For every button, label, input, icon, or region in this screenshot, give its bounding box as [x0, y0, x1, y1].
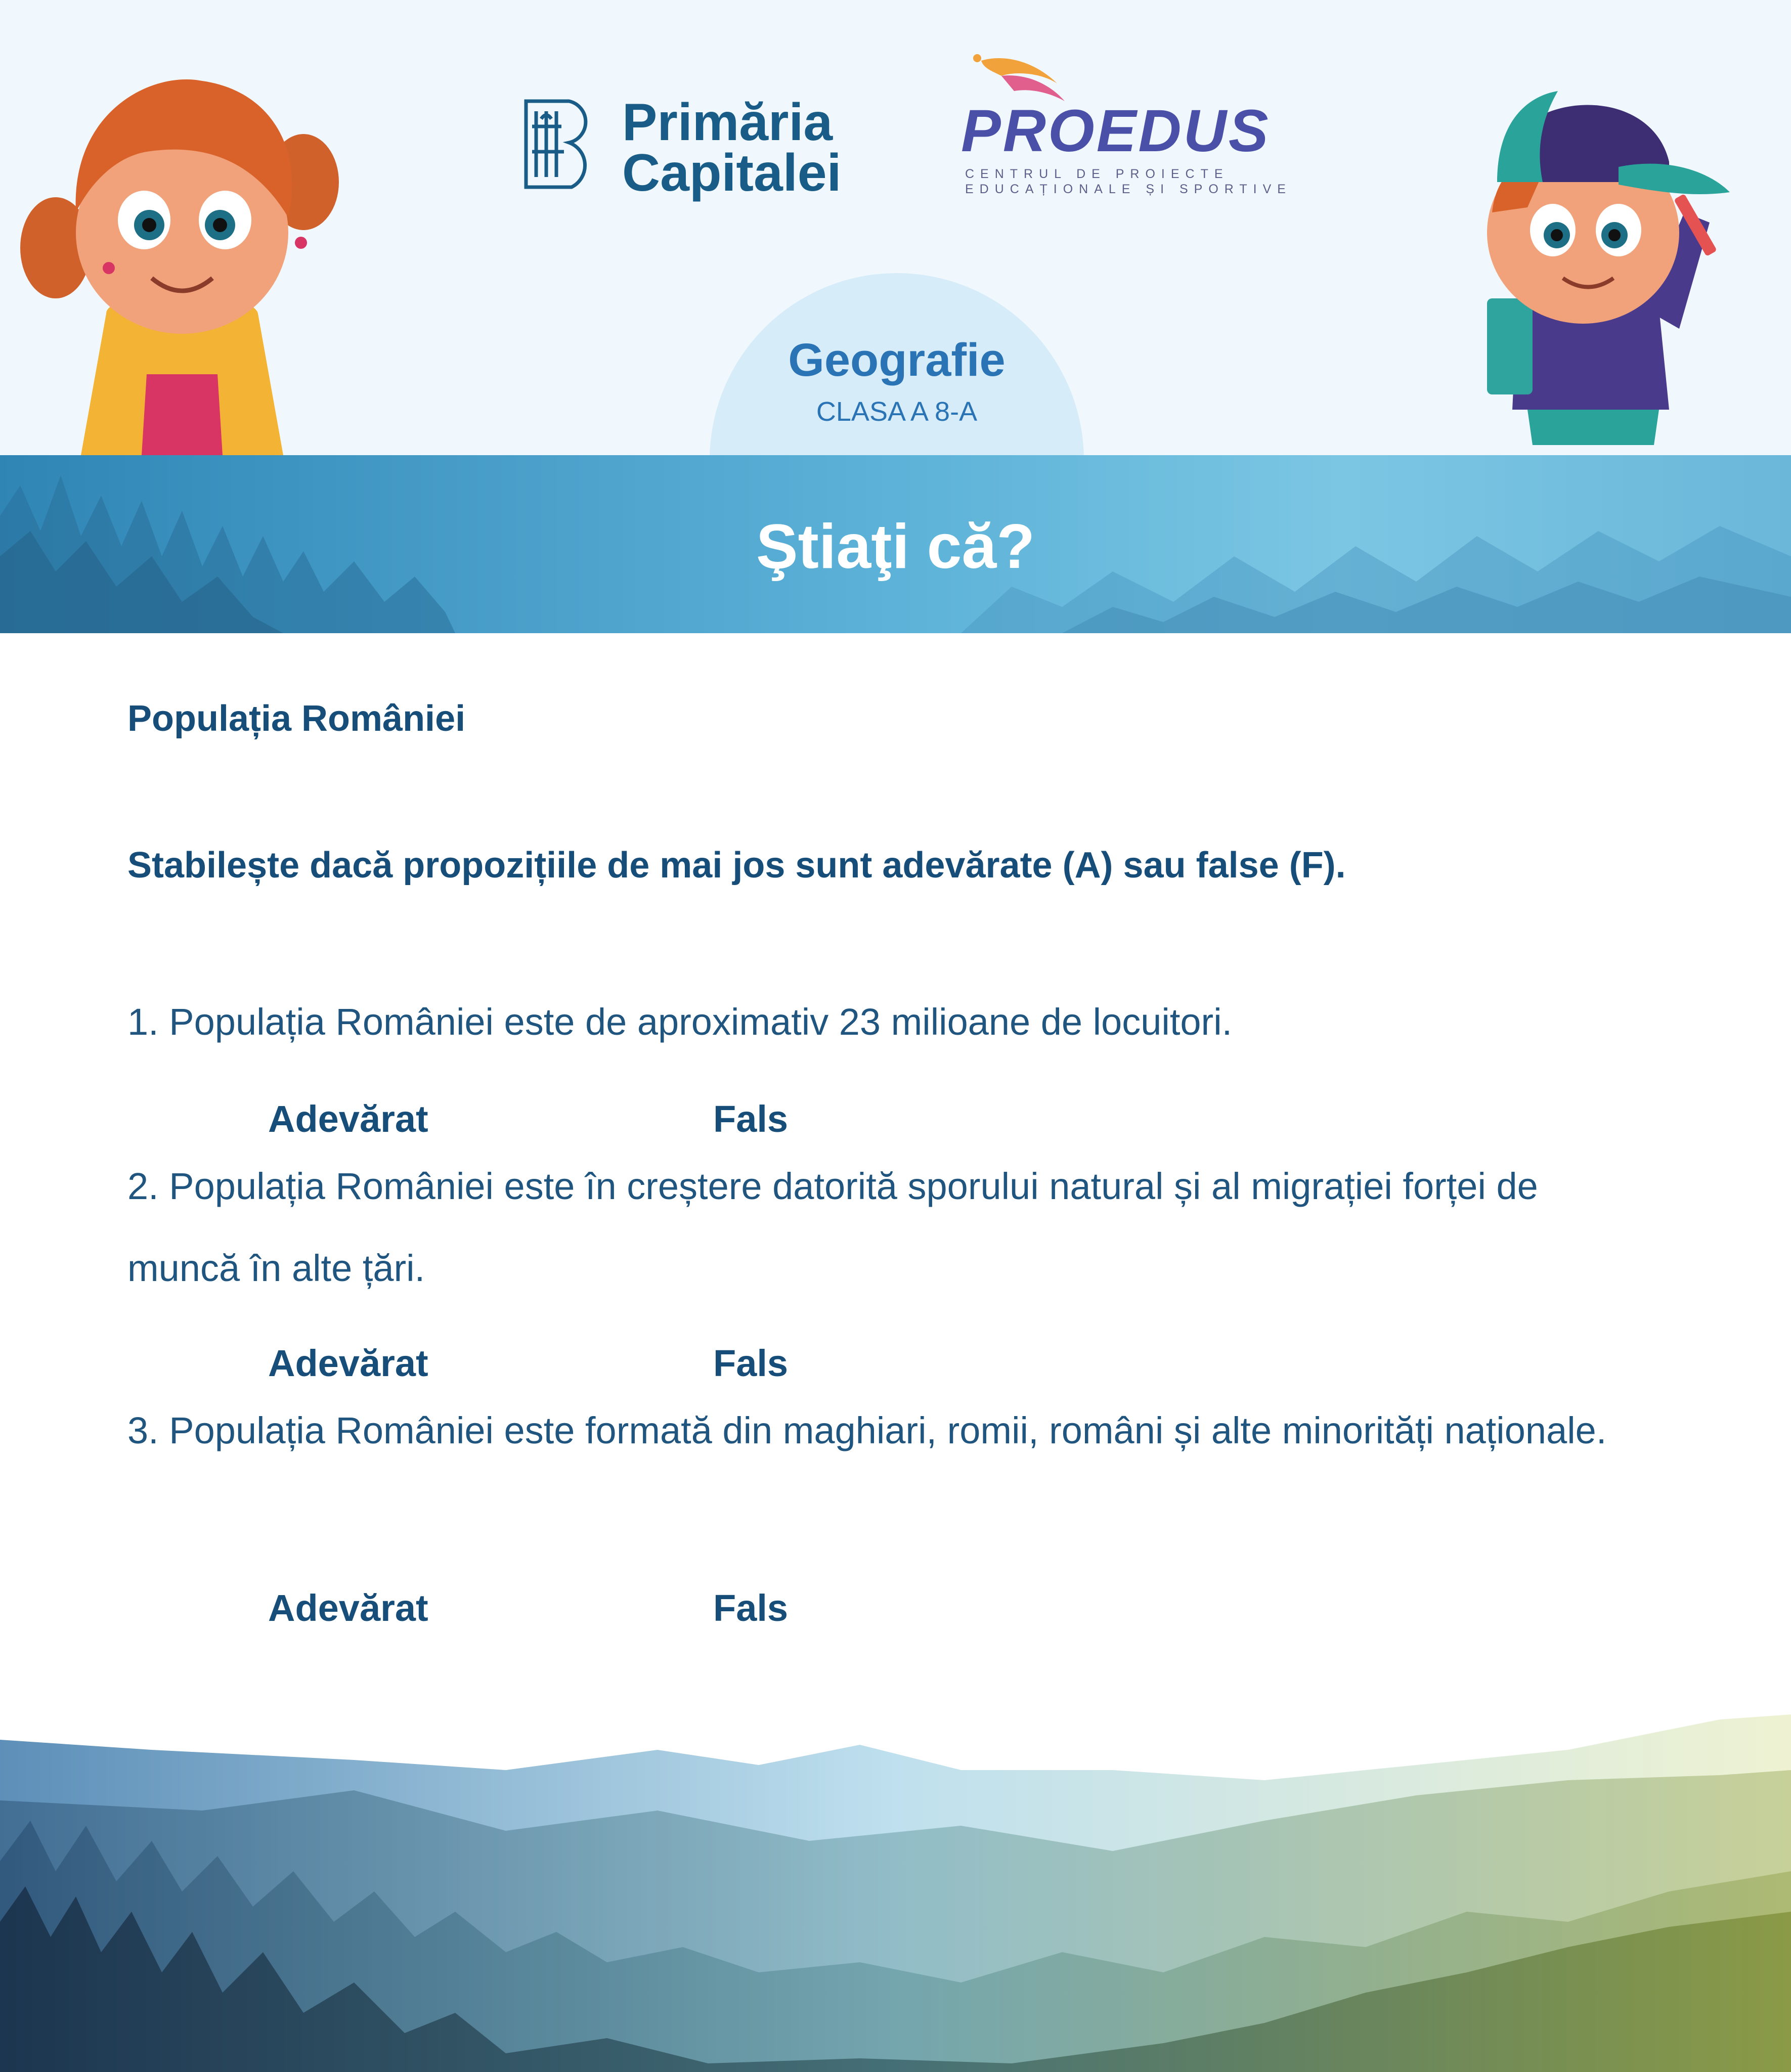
- proedus-wordmark: PROEDUS: [961, 98, 1271, 164]
- title-banner: [0, 455, 1791, 633]
- question-2-text: 2. Populația României este în creștere datorită sporului natural și al migrației forței de muncă în alte țări.: [127, 1165, 1538, 1289]
- girl-character-illustration: [20, 51, 344, 455]
- question-2-option-true[interactable]: Adevărat: [268, 1342, 428, 1384]
- banner-title: Ştiaţi că?: [756, 512, 1035, 582]
- class-label: CLASA A 8-A: [816, 396, 978, 427]
- question-3-text: 3. Populația României este formată din maghiari, romii, români și alte minorități naționale.: [127, 1409, 1607, 1451]
- primaria-emblem-icon: [521, 96, 602, 192]
- primaria-capitalei-logo: [521, 93, 855, 202]
- instruction-text: Stabilește dacă propozițiile de mai jos sunt adevărate (A) sau false (F).: [127, 845, 1346, 886]
- question-2-option-false[interactable]: Fals: [713, 1342, 789, 1384]
- boy-character-illustration: [1467, 46, 1750, 455]
- section-title: Populația României: [127, 698, 466, 739]
- proedus-tagline-line1: CENTRUL DE PROIECTE: [965, 167, 1229, 181]
- subject-title: Geografie: [788, 334, 1006, 386]
- page-header: [0, 0, 1791, 455]
- question-3-option-true[interactable]: Adevărat: [268, 1587, 428, 1629]
- proedus-tagline-line2: EDUCAȚIONALE ȘI SPORTIVE: [965, 182, 1292, 196]
- primaria-logo-line2: Capitalei: [622, 144, 842, 202]
- question-1-option-false[interactable]: Fals: [713, 1098, 789, 1140]
- question-1-option-true[interactable]: Adevărat: [268, 1098, 428, 1140]
- question-3-option-false[interactable]: Fals: [713, 1587, 789, 1629]
- mountain-landscape-footer: [0, 1709, 1791, 2072]
- proedus-logo: [961, 53, 1292, 200]
- primaria-logo-line1: Primăria: [622, 93, 833, 152]
- mountain-landscape-illustration: [0, 1709, 1791, 2072]
- subject-badge: [710, 334, 1084, 427]
- question-1-text: 1. Populația României este de aproximativ 23 milioane de locuitori.: [127, 1001, 1233, 1043]
